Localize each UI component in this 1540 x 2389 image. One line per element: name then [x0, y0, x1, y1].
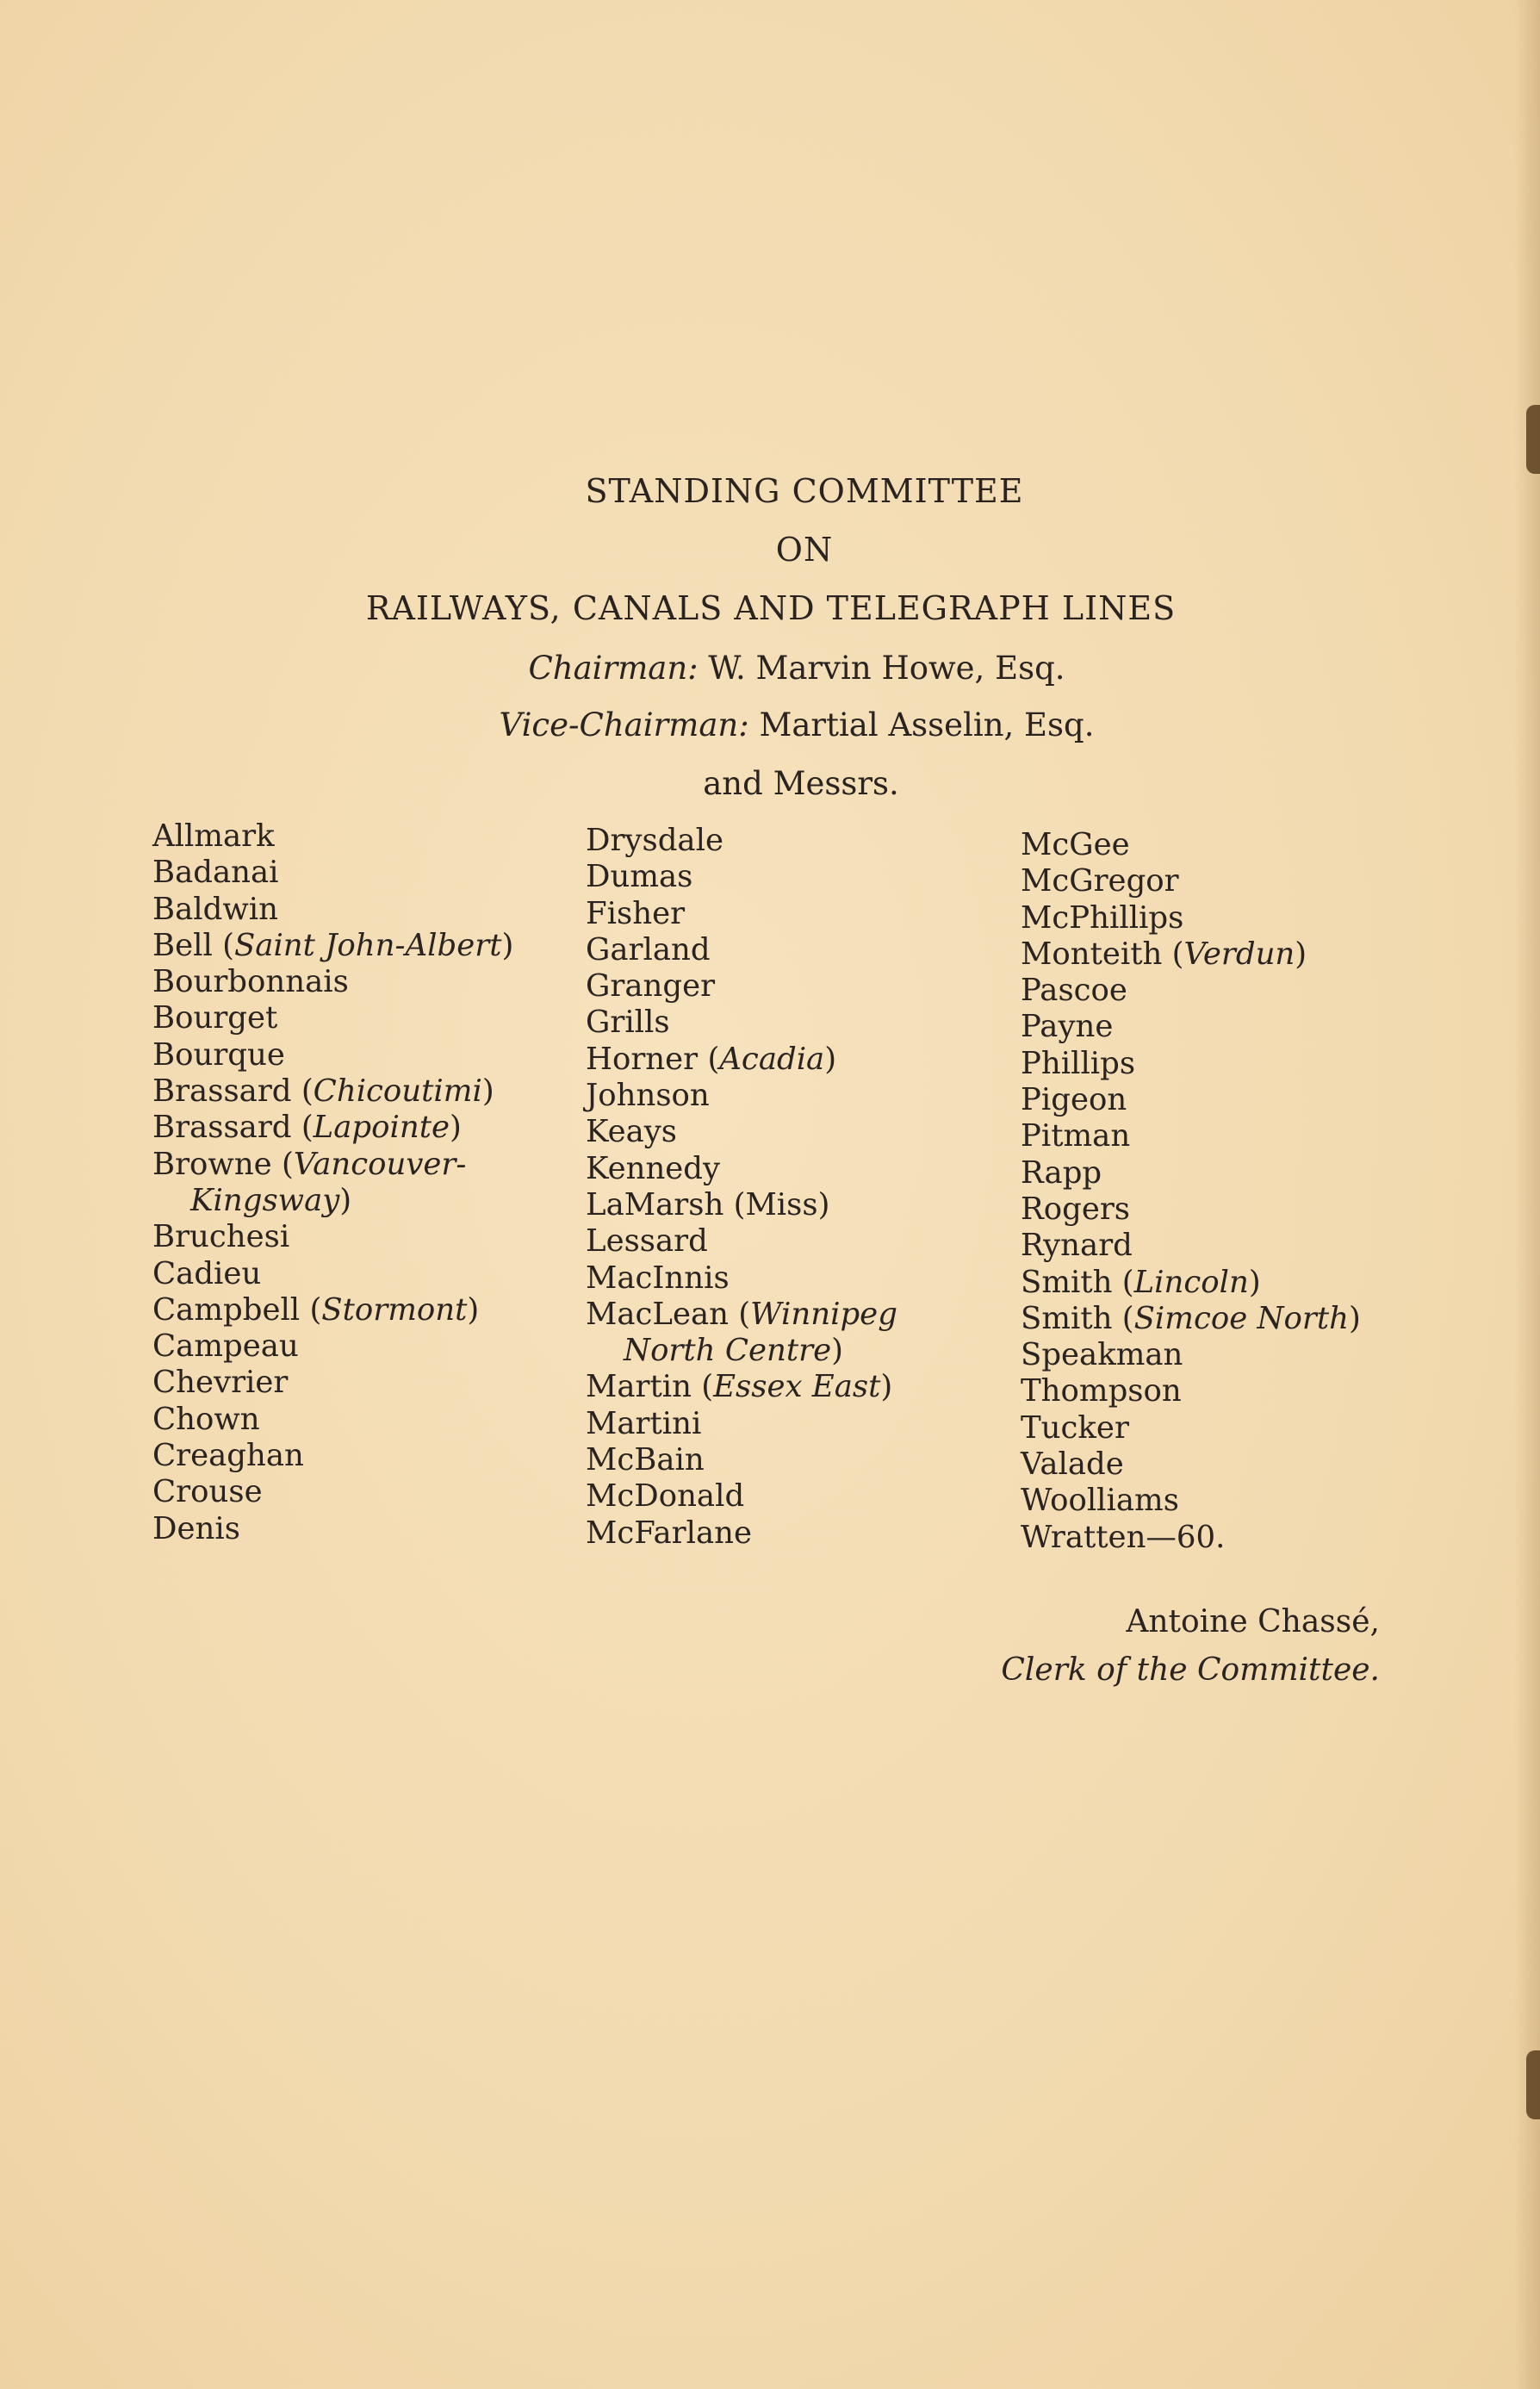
member-riding: Saint John-Albert: [233, 927, 502, 963]
member-name: Chevrier: [152, 1365, 289, 1401]
member-entry: [1021, 1191, 1361, 1228]
member-riding: Verdun: [1183, 936, 1295, 972]
member-name: Brassard: [152, 1073, 292, 1110]
member-name: Bell: [152, 927, 213, 963]
member-riding: Lincoln: [1133, 1264, 1249, 1300]
member-entry: [586, 1515, 897, 1552]
member-name: Martini: [586, 1405, 702, 1441]
member-entry: [586, 1005, 897, 1041]
member-entry: [1021, 1410, 1361, 1446]
member-name: Smith: [1021, 1264, 1113, 1300]
member-entry: [586, 968, 897, 1005]
member-entry: [152, 818, 513, 855]
member-name: Pigeon: [1021, 1082, 1127, 1118]
clerk-name: Antoine Chassé,: [1126, 1604, 1380, 1639]
member-entry: [152, 1365, 513, 1401]
member-entry: [586, 1223, 897, 1260]
member-name: Campbell: [152, 1291, 301, 1328]
member-entry: [152, 1438, 513, 1474]
member-name: Horner: [586, 1041, 699, 1077]
member-entry: Smith (Lincoln): [1021, 1264, 1261, 1300]
member-name: MacLean: [586, 1296, 730, 1332]
member-entry: [152, 1328, 513, 1365]
member-entry: [1021, 1046, 1361, 1082]
member-name: Allmark: [152, 818, 275, 854]
member-name: Speakman: [1021, 1337, 1183, 1373]
member-entry: [1021, 863, 1361, 899]
member-riding: North Centre: [624, 1333, 832, 1369]
member-entry: [1021, 1446, 1361, 1483]
vice-chairman-name: Martial Asselin, Esq.: [759, 706, 1095, 743]
member-name: Bourbonnais: [152, 964, 349, 1000]
member-name: Rapp: [1021, 1154, 1102, 1191]
member-entry: Horner (Acadia): [586, 1041, 837, 1077]
member-riding: Vancouver-: [293, 1146, 467, 1182]
member-entry: [586, 859, 897, 895]
member-name: Fisher: [586, 895, 686, 931]
member-entry: [152, 1000, 513, 1036]
member-entry: Bell (Saint John-Albert): [152, 927, 514, 963]
member-entry: [1021, 1228, 1361, 1264]
member-riding: Kingsway: [190, 1182, 340, 1218]
member-name: McPhillips: [1021, 899, 1184, 936]
member-entry: [1021, 1118, 1361, 1154]
members-column-3: [1021, 827, 1361, 1556]
member-name: Kennedy: [586, 1150, 721, 1186]
member-entry: [1021, 1337, 1361, 1373]
member-entry: [1021, 1483, 1361, 1519]
vice-chairman-label: Vice-Chairman:: [499, 706, 749, 743]
member-entry: [586, 1478, 897, 1515]
and-messrs: and Messrs.: [703, 765, 899, 802]
member-riding: Stormont: [321, 1291, 468, 1328]
member-name: Wratten—60.: [1021, 1519, 1226, 1555]
member-name: Smith: [1021, 1300, 1113, 1336]
member-name: Creaghan: [152, 1438, 304, 1474]
member-entry: [152, 1256, 513, 1292]
member-name: McFarlane: [586, 1515, 752, 1551]
member-name: Rynard: [1021, 1228, 1133, 1264]
member-entry: Campbell (Stormont): [152, 1291, 480, 1328]
member-name: Tucker: [1021, 1409, 1129, 1446]
member-name: Phillips: [1021, 1045, 1136, 1081]
member-riding-continued: North Centre): [624, 1333, 843, 1369]
member-name: Johnson: [586, 1078, 710, 1114]
member-entry: [586, 1078, 897, 1114]
member-name: Bourget: [152, 1000, 278, 1036]
member-name: Baldwin: [152, 891, 278, 927]
committee-subject: RAILWAYS, CANALS AND TELEGRAPH LINES: [365, 589, 1177, 627]
member-riding: Lapointe: [313, 1110, 450, 1146]
member-entry: [152, 892, 513, 928]
member-name: Woolliams: [1021, 1483, 1179, 1519]
member-name: Crouse: [152, 1474, 263, 1510]
member-entry: Martin (Essex East): [586, 1369, 893, 1405]
member-entry: [586, 1406, 897, 1442]
member-name: Lessard: [586, 1223, 708, 1260]
member-name: Chown: [152, 1401, 260, 1437]
member-name: Monteith: [1021, 936, 1163, 972]
member-name: Badanai: [152, 855, 279, 891]
member-entry: Brassard (Chicoutimi): [152, 1073, 494, 1110]
member-name: Garland: [586, 931, 711, 967]
member-name: Cadieu: [152, 1255, 262, 1291]
clerk-title: Clerk of the Committee.: [1001, 1652, 1380, 1688]
member-name: Pitman: [1021, 1118, 1131, 1154]
member-name: Pascoe: [1021, 973, 1127, 1009]
member-entry: Smith (Simcoe North): [1021, 1300, 1361, 1336]
member-riding: Essex East: [713, 1369, 881, 1405]
committee-title-on: ON: [775, 531, 834, 569]
member-entry: [586, 1187, 897, 1223]
page-edge-shadow: [1514, 0, 1540, 2389]
member-name: Denis: [152, 1510, 240, 1546]
member-name: Dumas: [586, 859, 693, 895]
member-entry: Brassard (Lapointe): [152, 1110, 462, 1146]
chairman-label: Chairman:: [528, 650, 699, 687]
member-name: McGregor: [1021, 863, 1179, 899]
member-entry: [1021, 827, 1361, 863]
member-entry: [1021, 1082, 1361, 1118]
vice-chairman-line: [0, 706, 1540, 743]
member-entry: [586, 1114, 897, 1150]
member-name: Grills: [586, 1005, 670, 1041]
member-entry: [1021, 900, 1361, 936]
member-entry: [1021, 973, 1361, 1009]
member-entry: [586, 1442, 897, 1478]
page-tab-mark-lower: [1526, 2050, 1540, 2119]
member-entry: Browne (Vancouver-: [152, 1146, 467, 1182]
member-entry: [1021, 1155, 1361, 1191]
member-entry: [586, 823, 897, 859]
member-entry: [152, 1474, 513, 1510]
member-entry: [1021, 1520, 1361, 1556]
member-name: Keays: [586, 1114, 678, 1150]
member-name: McGee: [1021, 827, 1130, 862]
member-name: MacInnis: [586, 1260, 730, 1296]
member-riding-continued: Kingsway): [190, 1182, 352, 1218]
members-column-2: [586, 823, 897, 1552]
member-entry: [586, 932, 897, 968]
member-entry: MacLean (Winnipeg: [586, 1296, 897, 1332]
committee-title: STANDING COMMITTEE: [585, 472, 1024, 510]
member-name: Brassard: [152, 1110, 292, 1146]
page-tab-mark-upper: [1526, 405, 1540, 474]
member-name: Bourque: [152, 1036, 285, 1073]
member-name: Rogers: [1021, 1191, 1131, 1227]
member-name: Campeau: [152, 1328, 299, 1365]
member-entry: [152, 855, 513, 891]
member-entry: [152, 1511, 513, 1547]
member-name: McBain: [586, 1442, 705, 1478]
member-name: Bruchesi: [152, 1219, 290, 1255]
member-entry: [586, 1260, 897, 1297]
members-column-1: [152, 818, 513, 1547]
member-entry: [152, 964, 513, 1000]
chairman-name: W. Marvin Howe, Esq.: [708, 650, 1065, 687]
member-entry: [1021, 1009, 1361, 1045]
member-riding: Simcoe North: [1133, 1300, 1350, 1336]
member-entry: Monteith (Verdun): [1021, 936, 1307, 972]
member-name: Browne: [152, 1146, 272, 1182]
member-entry: [1021, 1373, 1361, 1409]
member-name: Drysdale: [586, 823, 723, 858]
member-entry: [152, 1402, 513, 1438]
member-name: Granger: [586, 968, 716, 1005]
member-entry: [586, 896, 897, 932]
member-name: Martin: [586, 1369, 692, 1405]
member-entry: [586, 1151, 897, 1187]
clerk-signature: [1001, 1598, 1380, 1695]
member-name: Thompson: [1021, 1373, 1182, 1409]
member-name: LaMarsh (Miss): [586, 1186, 830, 1222]
member-name: Valade: [1021, 1446, 1124, 1483]
member-entry: [152, 1037, 513, 1073]
chairman-line: [0, 650, 1540, 687]
member-entry: [152, 1219, 513, 1255]
member-riding: Winnipeg: [750, 1296, 897, 1332]
member-riding: Acadia: [719, 1041, 825, 1077]
member-name: McDonald: [586, 1478, 745, 1515]
member-name: Payne: [1021, 1009, 1114, 1045]
member-riding: Chicoutimi: [313, 1073, 482, 1110]
